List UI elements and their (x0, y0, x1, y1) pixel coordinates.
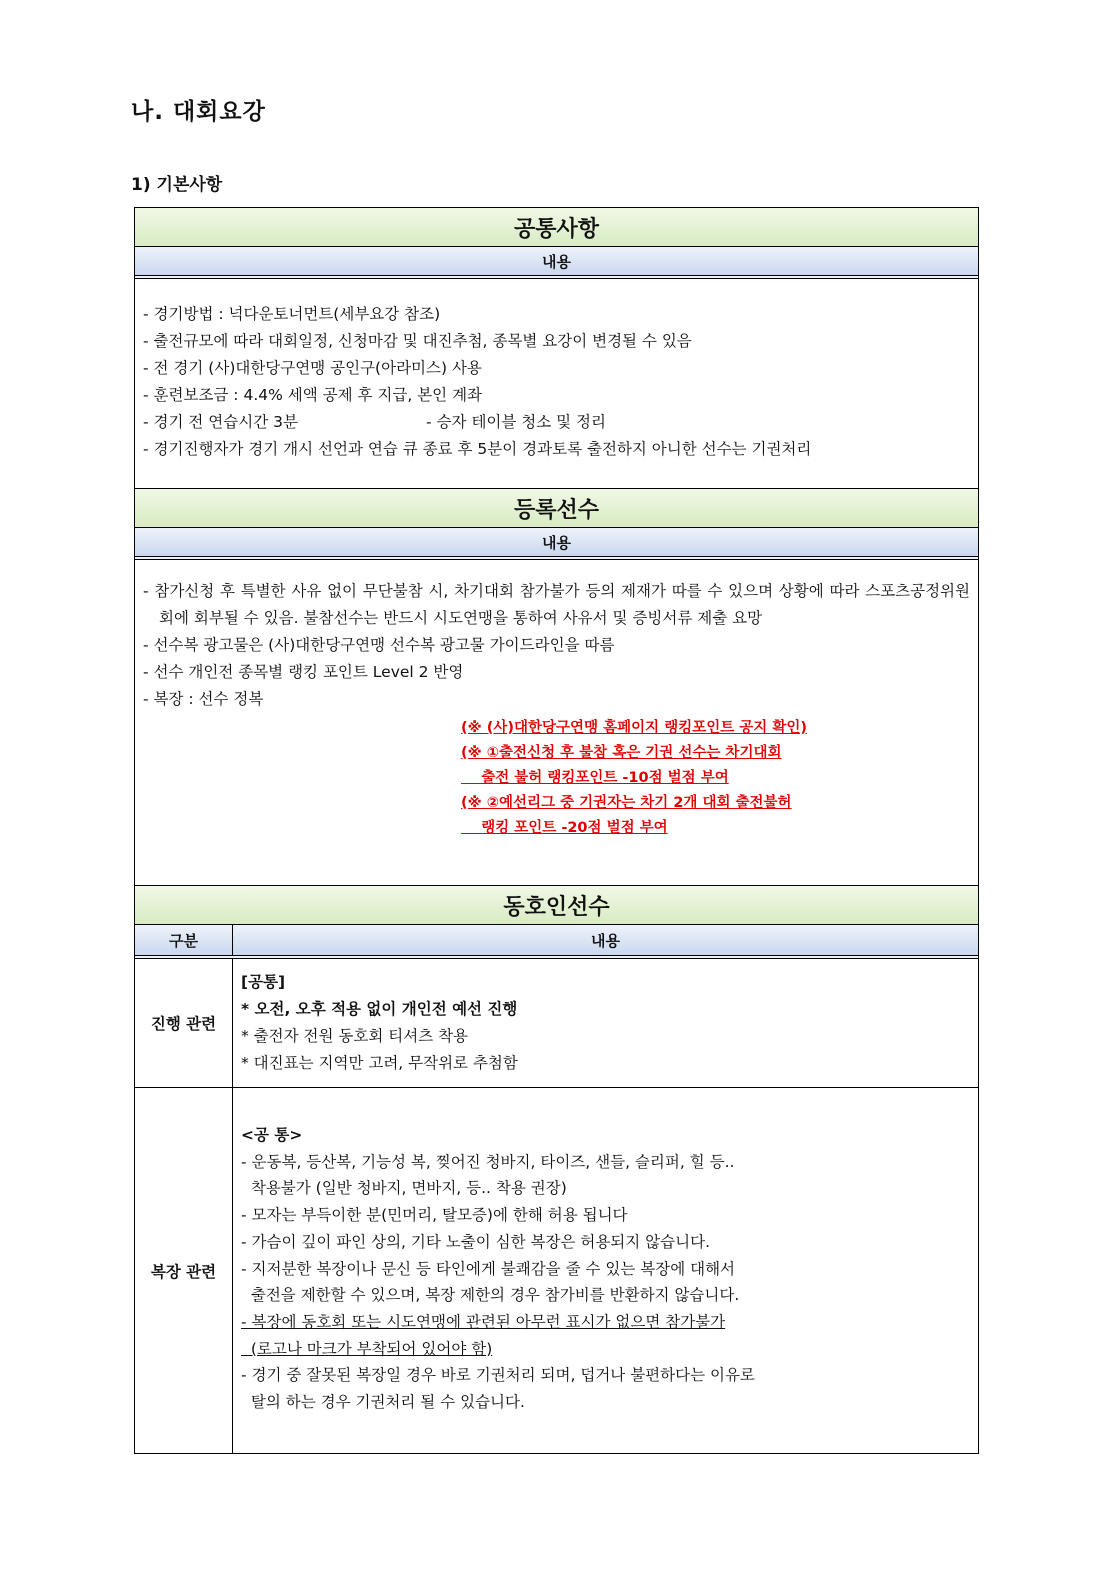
attire-line: - 가슴이 깊이 파인 상의, 기타 노출이 심한 복장은 허용되지 않습니다. (241, 1232, 710, 1251)
attire-line: 출전을 제한할 수 있으며, 복장 제한의 경우 참가비를 반환하지 않습니다. (241, 1286, 740, 1305)
common-section (134, 207, 979, 489)
ranking-note: 출전 불허 랭킹포인트 -10점 벌점 부여 (461, 770, 729, 786)
registered-line: - 선수 개인전 종목별 랭킹 포인트 Level 2 반영 (143, 663, 464, 681)
ranking-note: (※ ②예선리그 중 기권자는 차기 2개 대회 출전불허 (461, 795, 792, 811)
registered-line: - 복장 : 선수 정복 (143, 690, 264, 708)
common-col-header: 내용 (135, 247, 978, 279)
progress-tag: [공통] (241, 973, 286, 991)
registered-paragraph: - 참가신청 후 특별한 사유 없이 무단불참 시, 차기대회 참가불가 등의 제재가 따를 수 있으며 상황에 따라 스포츠공정위원회에 회부될 수 있음. 불참선수는 반드시 시도연맹을 통하여 사유서 및 증빙서류 제출 요망 (143, 582, 970, 627)
attire-line: 착용불가 (일반 청바지, 면바지, 등.. 착용 권장) (241, 1179, 567, 1198)
common-title: 공통사항 (135, 208, 978, 247)
registered-line: - 선수복 광고물은 (사)대한당구연맹 선수복 광고물 가이드라인을 따름 (143, 636, 615, 654)
attire-line: - 경기 중 잘못된 복장일 경우 바로 기권처리 되며, 덥거나 불편하다는 이유로 (241, 1366, 755, 1385)
attire-tag: <공 통> (241, 1126, 303, 1144)
common-line: - 출전규모에 따라 대회일정, 신청마감 및 대진추첨, 종목별 요강이 변경될 수 있음 (143, 332, 692, 350)
progress-row (135, 959, 978, 1088)
registered-body (135, 560, 978, 855)
registered-col-header: 내용 (135, 528, 978, 560)
common-line: - 훈련보조금 : 4.4% 세액 공제 후 지급, 본인 계좌 (143, 386, 483, 404)
attire-line: - 모자는 부득이한 분(민머리, 탈모증)에 한해 허용 됩니다 (241, 1206, 628, 1225)
attire-label: 복장 관련 (135, 1088, 233, 1454)
progress-line: * 대진표는 지역만 고려, 무작위로 추첨함 (241, 1054, 518, 1072)
amateur-title: 동호인선수 (135, 886, 978, 925)
attire-line: 탈의 하는 경우 기권처리 될 수 있습니다. (241, 1393, 525, 1412)
content-header: 내용 (591, 931, 620, 950)
progress-bold-line: * 오전, 오후 적용 없이 개인전 예선 진행 (241, 1000, 518, 1018)
attire-row (135, 1088, 978, 1454)
ranking-notes (143, 716, 970, 841)
amateur-section (134, 885, 979, 1454)
progress-line: * 출전자 전원 동호회 티셔츠 착용 (241, 1027, 469, 1045)
registered-section (134, 488, 979, 886)
ranking-note: (※ ①출전신청 후 불참 혹은 기권 선수는 차기대회 (461, 745, 782, 761)
attire-underlined-line: (로고나 마크가 부착되어 있어야 함) (241, 1339, 493, 1358)
attire-underlined-line: - 복장에 동호회 또는 시도연맹에 관련된 아무런 표시가 없으면 참가불가 (241, 1312, 726, 1331)
common-line: - 경기진행자가 경기 개시 선언과 연습 큐 종료 후 5분이 경과토록 출전하지 아니한 선수는 기권처리 (143, 440, 812, 458)
ranking-note: (※ (사)대한당구연맹 홈페이지 랭킹포인트 공지 확인) (461, 720, 807, 736)
common-line: - 전 경기 (사)대한당구연맹 공인구(아라미스) 사용 (143, 359, 482, 377)
attire-line: - 운동복, 등산복, 기능성 복, 찢어진 청바지, 타이즈, 샌들, 슬리퍼, 힐 등.. (241, 1152, 735, 1171)
section-subheading: 1) 기본사항 (131, 175, 223, 195)
common-line: - 경기 전 연습시간 3분 - 승자 테이블 청소 및 정리 (143, 413, 607, 431)
attire-content (233, 1088, 978, 1454)
category-header: 구분 (135, 925, 233, 955)
amateur-col-header (135, 925, 978, 959)
common-body (135, 279, 978, 477)
attire-line: - 지저분한 복장이나 문신 등 타인에게 불쾌감을 줄 수 있는 복장에 대해서 (241, 1259, 736, 1278)
page-heading: 나. 대회요강 (131, 99, 266, 125)
common-line: - 경기방법 : 넉다운토너먼트(세부요강 참조) (143, 305, 441, 323)
progress-content (233, 959, 978, 1087)
progress-label: 진행 관련 (135, 959, 233, 1087)
registered-title: 등록선수 (135, 489, 978, 528)
ranking-note: 랭킹 포인트 -20점 벌점 부여 (461, 820, 668, 836)
